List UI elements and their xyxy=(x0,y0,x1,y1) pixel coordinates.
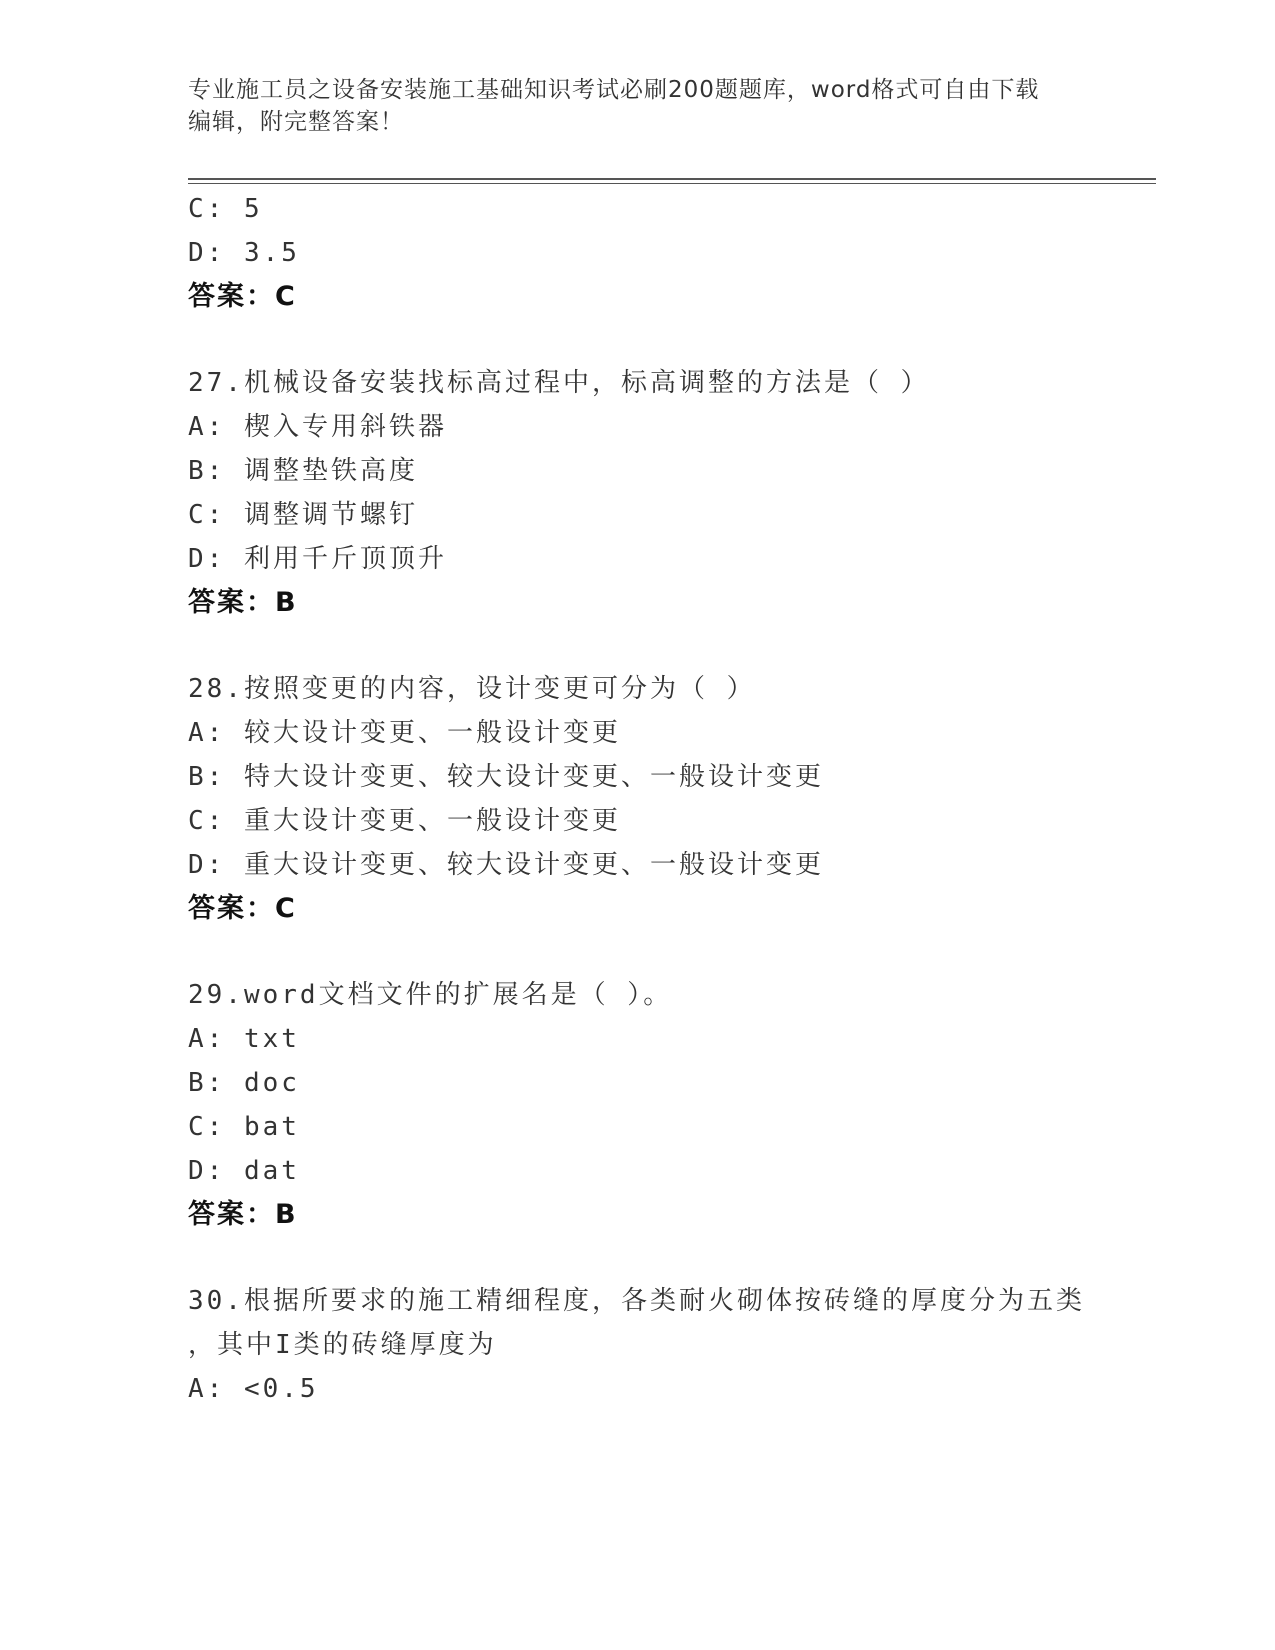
answer-value: B xyxy=(275,1199,296,1230)
answer-value: C xyxy=(275,281,295,312)
q29-answer xyxy=(188,1199,296,1231)
q27-option-b: B: 调整垫铁高度 xyxy=(188,456,418,486)
q28-option-d: D: 重大设计变更、较大设计变更、一般设计变更 xyxy=(188,850,824,880)
q29-option-d: D: dat xyxy=(188,1156,300,1186)
q29-option-c: C: bat xyxy=(188,1112,300,1142)
q29-option-b: B: doc xyxy=(188,1068,300,1098)
header-title-line1: 专业施工员之设备安装施工基础知识考试必刷200题题库，word格式可自由下载 xyxy=(188,77,1040,103)
answer-label: 答案： xyxy=(188,587,275,618)
answer-label: 答案： xyxy=(188,1199,275,1230)
q27-option-a: A: 楔入专用斜铁器 xyxy=(188,412,447,442)
answer-value: B xyxy=(275,587,296,618)
q29-stem: 29.word文档文件的扩展名是（ ）。 xyxy=(188,980,673,1010)
header-divider-thick xyxy=(188,178,1156,180)
header-title-line2: 编辑，附完整答案！ xyxy=(188,109,404,135)
answer-label: 答案： xyxy=(188,893,275,924)
q30-option-a: A: <0.5 xyxy=(188,1374,319,1404)
q28-option-a: A: 较大设计变更、一般设计变更 xyxy=(188,718,621,748)
answer-value: C xyxy=(275,893,295,924)
prev-option-d: D: 3.5 xyxy=(188,238,300,268)
q29-option-a: A: txt xyxy=(188,1024,300,1054)
q30-stem-line2: ，其中I类的砖缝厚度为 xyxy=(188,1330,497,1360)
q28-answer xyxy=(188,893,295,925)
document-header xyxy=(188,74,1088,138)
q30-stem-line1: 30.根据所要求的施工精细程度，各类耐火砌体按砖缝的厚度分为五类 xyxy=(188,1286,1085,1316)
q28-option-c: C: 重大设计变更、一般设计变更 xyxy=(188,806,621,836)
prev-option-c: C: 5 xyxy=(188,194,263,224)
answer-label: 答案： xyxy=(188,281,275,312)
header-divider-thin xyxy=(188,183,1156,184)
prev-answer xyxy=(188,281,295,313)
q28-option-b: B: 特大设计变更、较大设计变更、一般设计变更 xyxy=(188,762,824,792)
q27-answer xyxy=(188,587,296,619)
q27-option-c: C: 调整调节螺钉 xyxy=(188,500,418,530)
q27-option-d: D: 利用千斤顶顶升 xyxy=(188,544,447,574)
q28-stem: 28.按照变更的内容，设计变更可分为（ ） xyxy=(188,674,756,704)
q27-stem: 27.机械设备安装找标高过程中，标高调整的方法是（ ） xyxy=(188,368,930,398)
